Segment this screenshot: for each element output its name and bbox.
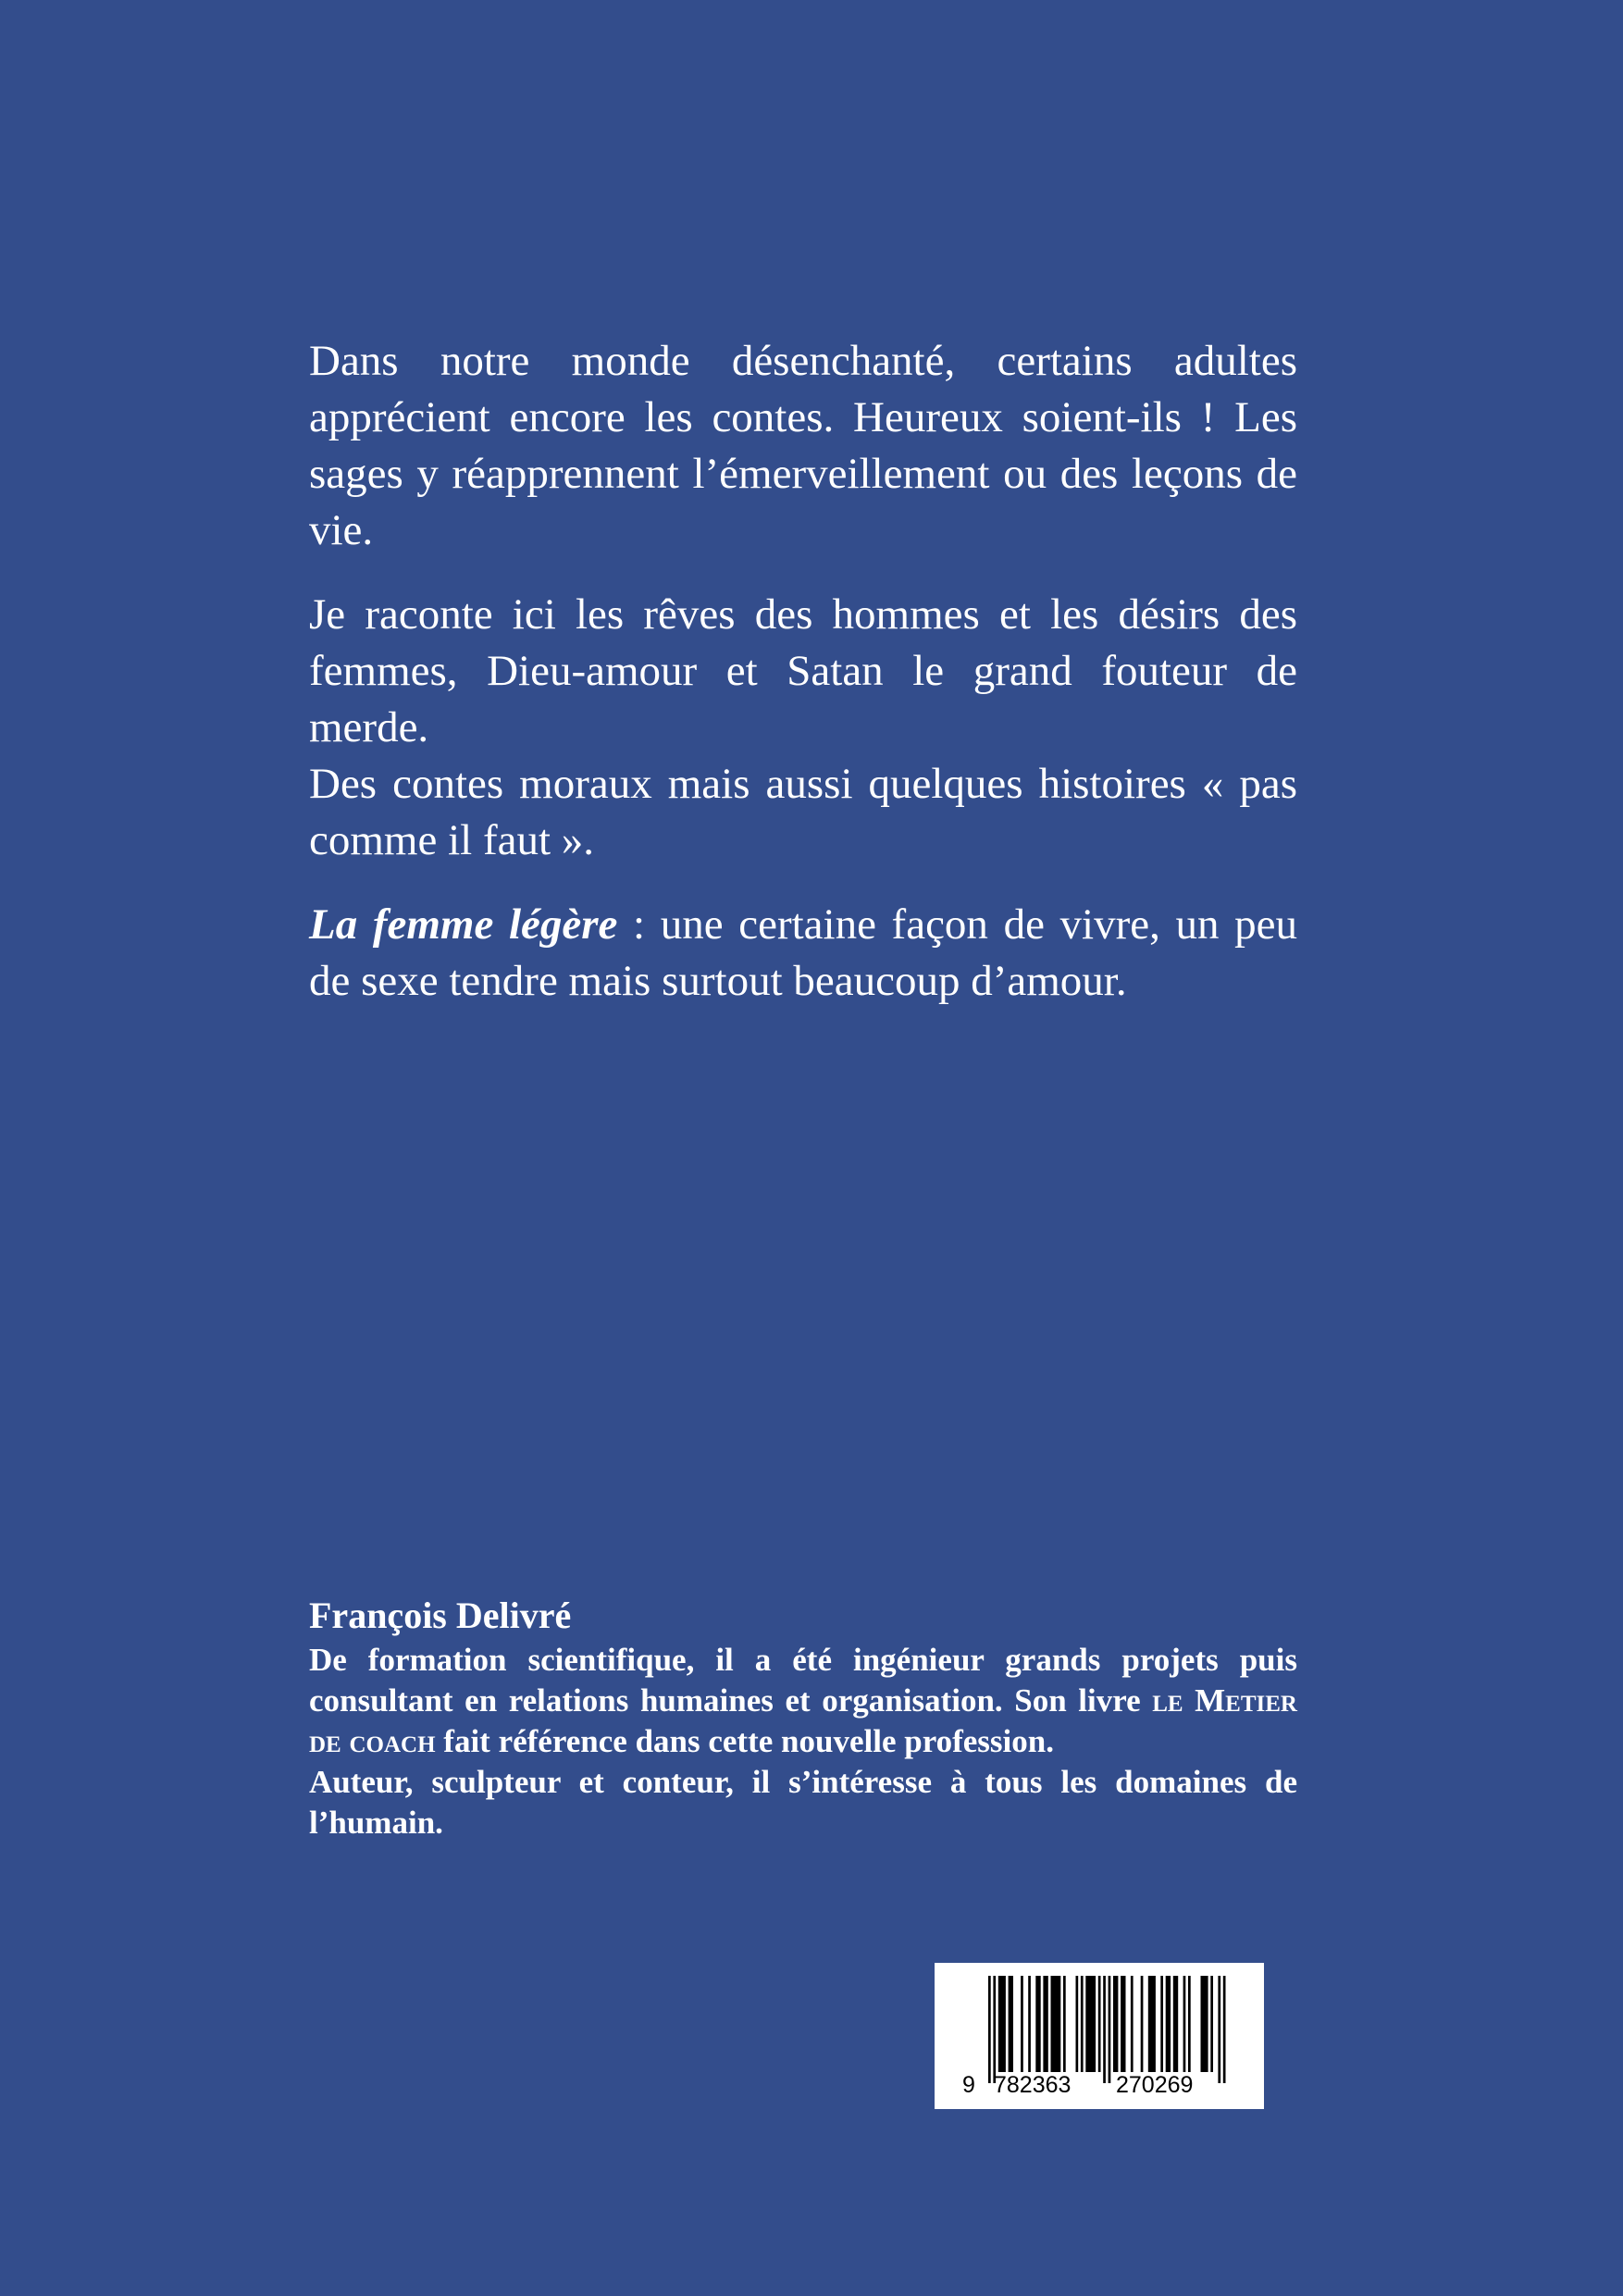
book-title: La femme légère: [309, 900, 618, 949]
author-bio: [309, 1592, 1297, 1843]
barcode-bar: [1188, 1976, 1191, 2072]
blurb-paragraph-1: Dans notre monde désenchanté, certains adultes apprécient encore les contes. Heureux soient-ils ! Les sages y réapprennent l’émerveillement ou des leçons de vie.: [309, 337, 1297, 554]
barcode-bar: [1098, 1976, 1101, 2072]
author-bio-text-1: De formation scientifique, il a été ingénieur grands projets puis consultant en relations humaines et organisation. Son livre: [309, 1642, 1297, 1719]
barcode-bar: [1141, 1976, 1144, 2072]
barcode-bar: [1113, 1976, 1118, 2072]
barcode-left-group: 782363: [994, 2072, 1072, 2098]
barcode-bar: [1085, 1976, 1096, 2072]
barcode-bar: [1210, 1976, 1213, 2072]
author-book-title: le Metier de coach: [309, 1682, 1297, 1759]
barcode-bar: [1009, 1976, 1013, 2072]
barcode-bar: [1166, 1976, 1171, 2072]
barcode-lead-digit: 9: [962, 2072, 975, 2098]
barcode-bar: [998, 1976, 1006, 2072]
barcode-guard-bar: [1223, 1976, 1226, 2083]
barcode-guard-bar: [1109, 1976, 1111, 2083]
barcode-right-group: 270269: [1116, 2072, 1194, 2098]
barcode-bar: [1063, 1976, 1066, 2072]
isbn-barcode: [935, 1963, 1264, 2109]
barcode-bar: [1173, 1976, 1178, 2072]
author-bio-paragraph-1: [309, 1640, 1297, 1762]
barcode-bar: [1201, 1976, 1208, 2072]
author-name: François Delivré: [309, 1595, 572, 1636]
barcode-bar: [1131, 1976, 1134, 2072]
barcode-bar: [1076, 1976, 1079, 2072]
barcode-guard-bar: [988, 1976, 991, 2083]
barcode-bar: [1028, 1976, 1031, 2072]
barcode-digits: [935, 2072, 1264, 2100]
barcode-guard-bar: [1103, 1976, 1106, 2083]
barcode-bar: [1121, 1976, 1125, 2072]
barcode-bar: [1043, 1976, 1047, 2072]
blurb-paragraph-2: Je raconte ici les rêves des hommes et les désirs des femmes, Dieu-amour et Satan le grand fouteur de merde.: [309, 590, 1297, 751]
barcode-bar: [1021, 1976, 1023, 2072]
barcode-bar: [1035, 1976, 1040, 2072]
barcode-bar: [1148, 1976, 1156, 2072]
blurb-paragraph-4: [309, 897, 1297, 1010]
back-cover-blurb: [309, 333, 1297, 1010]
barcode-bar: [1081, 1976, 1084, 2072]
barcode-bar: [1051, 1976, 1061, 2072]
author-bio-text-2: fait référence dans cette nouvelle profession.: [435, 1723, 1054, 1759]
barcode-guard-bar: [1218, 1976, 1220, 2083]
blurb-paragraph-3: Des contes moraux mais aussi quelques histoires « pas comme il faut ».: [309, 760, 1297, 864]
barcode-bar: [1160, 1976, 1163, 2072]
blurb-paragraph-4-text: : une certaine façon de vivre, un peu de sexe tendre mais surtout beaucoup d’amour.: [309, 900, 1298, 1005]
author-bio-paragraph-2: Auteur, sculpteur et conteur, il s’intéresse à tous les domaines de l’humain.: [309, 1764, 1297, 1841]
barcode-bar: [1183, 1976, 1186, 2072]
barcode-guard-bar: [993, 1976, 996, 2083]
